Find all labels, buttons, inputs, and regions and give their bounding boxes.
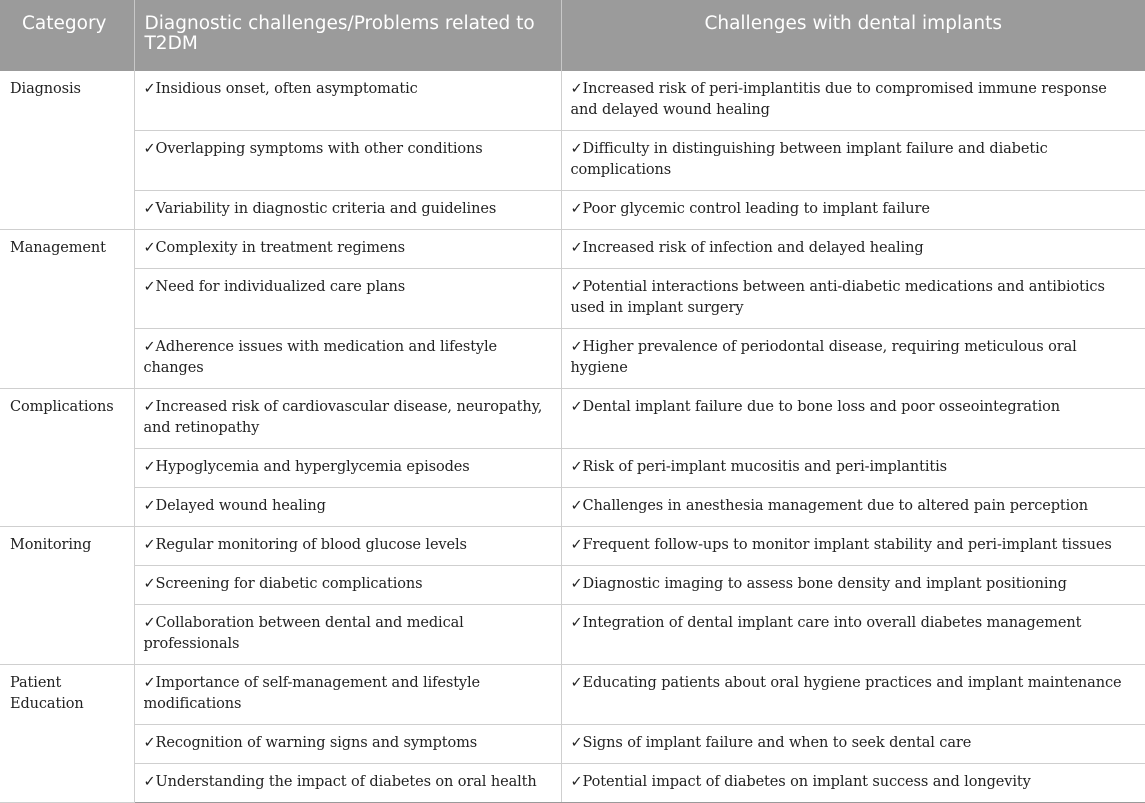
table-row [0,725,1145,764]
implant-cell: ✓Potential impact of diabetes on implant success and longevity [561,764,1145,803]
implant-cell: ✓Signs of implant failure and when to seek dental care [561,725,1145,764]
category-cell: Diagnosis [0,71,134,230]
implant-cell: ✓Potential interactions between anti-diabetic medications and antibiotics used in implant surgery [561,269,1145,329]
implant-cell: ✓Risk of peri-implant mucositis and peri-implantitis [561,449,1145,488]
header-row [0,0,1145,71]
table-row [0,566,1145,605]
header-diagnostic-challenges: Diagnostic challenges/Problems related to T2DM [134,0,561,71]
table-row [0,488,1145,527]
table-row [0,389,1145,449]
table-row [0,71,1145,131]
diagnostic-cell: ✓Insidious onset, often asymptomatic [134,71,561,131]
category-cell: Management [0,230,134,389]
diagnostic-cell: ✓Complexity in treatment regimens [134,230,561,269]
diagnostic-cell: ✓Delayed wound healing [134,488,561,527]
implant-cell: ✓Increased risk of peri-implantitis due to compromised immune response and delayed wound healing [561,71,1145,131]
table-row [0,329,1145,389]
category-cell: Complications [0,389,134,527]
diagnostic-cell: ✓Screening for diabetic complications [134,566,561,605]
implant-cell: ✓Diagnostic imaging to assess bone density and implant positioning [561,566,1145,605]
table-row [0,191,1145,230]
table-row [0,527,1145,566]
diagnostic-cell: ✓Understanding the impact of diabetes on oral health [134,764,561,803]
diagnostic-cell: ✓Importance of self-management and lifestyle modifications [134,665,561,725]
implant-cell: ✓Frequent follow-ups to monitor implant stability and peri-implant tissues [561,527,1145,566]
table-row [0,131,1145,191]
table-row [0,230,1145,269]
implant-cell: ✓Educating patients about oral hygiene practices and implant maintenance [561,665,1145,725]
implant-cell: ✓Challenges in anesthesia management due to altered pain perception [561,488,1145,527]
header-category: Category [0,0,134,71]
diagnostic-cell: ✓Overlapping symptoms with other conditions [134,131,561,191]
table-row [0,269,1145,329]
diagnostic-cell: ✓Adherence issues with medication and lifestyle changes [134,329,561,389]
implant-cell: ✓Difficulty in distinguishing between implant failure and diabetic complications [561,131,1145,191]
table-row [0,605,1145,665]
table-row [0,764,1145,803]
diagnostic-cell: ✓Need for individualized care plans [134,269,561,329]
category-cell: Patient Education [0,665,134,803]
diagnostic-cell: ✓Increased risk of cardiovascular disease, neuropathy, and retinopathy [134,389,561,449]
diagnostic-cell: ✓Recognition of warning signs and symptoms [134,725,561,764]
category-cell: Monitoring [0,527,134,665]
diagnostic-cell: ✓Regular monitoring of blood glucose levels [134,527,561,566]
implant-cell: ✓Increased risk of infection and delayed healing [561,230,1145,269]
table-row [0,665,1145,725]
diagnostic-cell: ✓Variability in diagnostic criteria and guidelines [134,191,561,230]
implant-cell: ✓Poor glycemic control leading to implant failure [561,191,1145,230]
diagnostic-cell: ✓Collaboration between dental and medical professionals [134,605,561,665]
header-dental-implant-challenges: Challenges with dental implants [561,0,1145,71]
implant-cell: ✓Integration of dental implant care into overall diabetes management [561,605,1145,665]
table-row [0,449,1145,488]
diagnostic-cell: ✓Hypoglycemia and hyperglycemia episodes [134,449,561,488]
implant-cell: ✓Higher prevalence of periodontal disease, requiring meticulous oral hygiene [561,329,1145,389]
implant-cell: ✓Dental implant failure due to bone loss and poor osseointegration [561,389,1145,449]
